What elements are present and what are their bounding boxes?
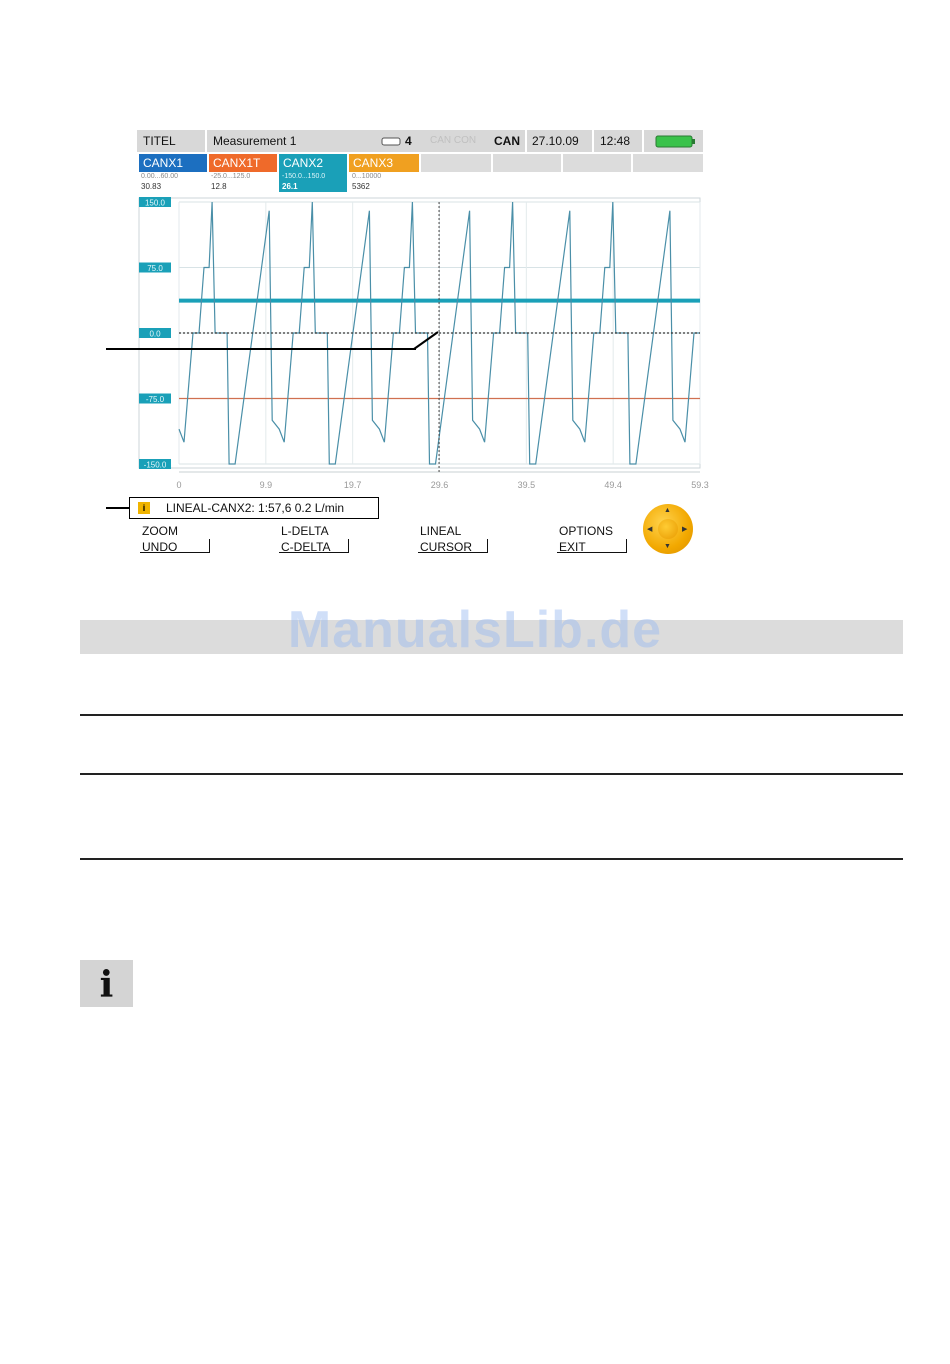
callout-line-cursor <box>106 348 416 350</box>
bus-label: CAN <box>494 134 520 148</box>
memory-icon <box>380 130 402 152</box>
memory-count: 4 <box>405 134 412 148</box>
channel-value: 5362 <box>352 182 370 191</box>
measurement-name[interactable]: Measurement 1 <box>213 134 297 148</box>
navigation-pad-center[interactable] <box>658 519 678 539</box>
info-icon: i <box>138 502 150 514</box>
status-bar <box>137 130 703 152</box>
fk-bracket <box>279 539 349 553</box>
fk-c-delta[interactable]: C-DELTA <box>281 540 331 554</box>
channel-tab-empty[interactable] <box>633 154 703 172</box>
fk-zoom[interactable]: ZOOM <box>142 524 178 538</box>
arrow-up-icon[interactable]: ▲ <box>664 507 671 514</box>
date-label: 27.10.09 <box>532 134 579 148</box>
y-tick-label: 75.0 <box>147 264 163 273</box>
fk-bracket <box>418 539 488 553</box>
table-divider <box>80 773 903 775</box>
channel-range: -25.0...125.0 <box>211 173 251 180</box>
fk-options[interactable]: OPTIONS <box>559 524 614 538</box>
watermark: ManualsLib.de <box>287 601 663 659</box>
channel-tab-canx1t[interactable]: CANX1T <box>209 154 277 172</box>
fk-bracket <box>557 539 627 553</box>
x-tick-label: 59.3 <box>691 480 709 490</box>
channel-value: 12.8 <box>211 182 227 191</box>
table-divider <box>80 858 903 860</box>
faded-label: CAN CON <box>430 135 477 146</box>
note-info-icon: i <box>80 960 133 1007</box>
channel-tab-empty[interactable] <box>493 154 561 172</box>
fk-cursor[interactable]: CURSOR <box>420 540 473 554</box>
fk-l-delta[interactable]: L-DELTA <box>281 524 329 538</box>
channel-value: 26.1 <box>282 182 298 191</box>
fk-exit[interactable]: EXIT <box>559 540 586 554</box>
channel-range: 0.00...60.00 <box>141 173 178 180</box>
callout-line-diagonal <box>412 330 442 352</box>
x-tick-label: 19.7 <box>343 480 362 490</box>
x-tick-label: 9.9 <box>259 480 273 490</box>
y-tick-label: -75.0 <box>145 395 165 404</box>
arrow-right-icon[interactable]: ▶ <box>682 526 688 533</box>
x-tick-label: 0 <box>176 480 182 490</box>
navigation-pad-icon[interactable] <box>643 504 693 554</box>
title-label: TITEL <box>143 134 176 148</box>
fk-bracket <box>140 539 210 553</box>
channel-tab-canx1[interactable]: CANX1 <box>139 154 207 172</box>
channel-value: 30.83 <box>141 182 162 191</box>
cursor-info-text: LINEAL-CANX2: 1:57,6 0.2 L/min <box>166 501 345 515</box>
channel-tab-canx2[interactable]: CANX2 <box>279 154 347 172</box>
channel-tab-empty[interactable] <box>563 154 631 172</box>
y-tick-label: 150.0 <box>144 198 166 208</box>
y-tick-label: 0.0 <box>149 329 161 339</box>
time-label: 12:48 <box>600 134 631 148</box>
x-tick-label: 39.5 <box>517 480 536 490</box>
y-tick-label: -150.0 <box>143 460 167 470</box>
x-tick-label: 49.4 <box>604 480 622 490</box>
table-divider <box>80 714 903 716</box>
fk-lineal[interactable]: LINEAL <box>420 524 462 538</box>
fk-undo[interactable]: UNDO <box>142 540 178 554</box>
arrow-left-icon[interactable]: ◀ <box>647 526 653 533</box>
cursor-info-box <box>129 497 379 519</box>
channel-range: 0...10000 <box>352 173 382 180</box>
arrow-down-icon[interactable]: ▼ <box>664 543 671 550</box>
channel-range: -150.0...150.0 <box>282 173 326 180</box>
x-tick-label: 29.6 <box>430 480 449 490</box>
callout-line-info <box>106 507 130 509</box>
battery-icon <box>655 130 697 152</box>
channel-tab-empty[interactable] <box>421 154 491 172</box>
channel-tab-canx3[interactable]: CANX3 <box>349 154 419 172</box>
